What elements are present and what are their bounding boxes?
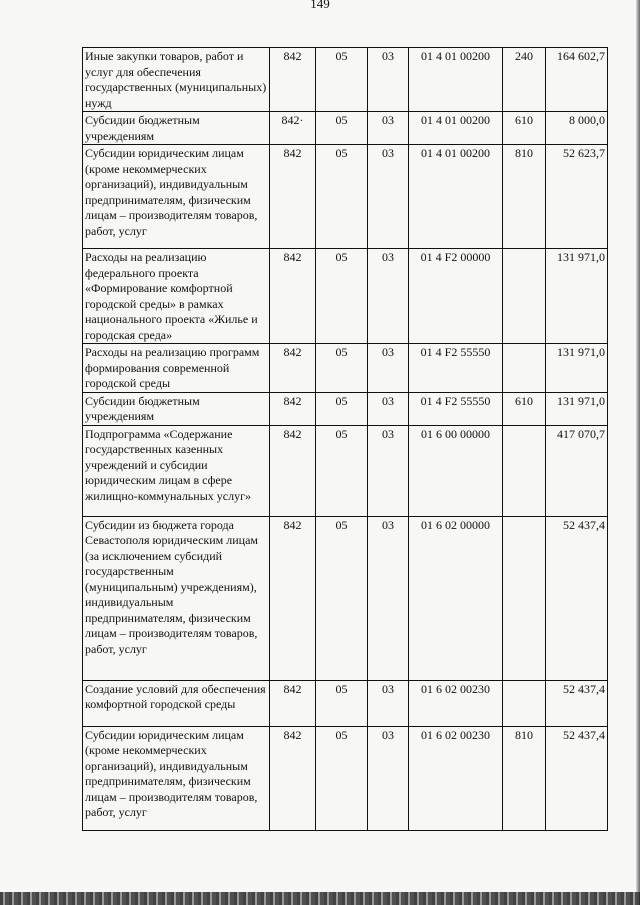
- expense-name: Субсидии юридическим лицам (кроме некоммерческих организаций), индивидуальным предпринимателям, физическим лицам – производителям товаров, работ, услуг: [83, 145, 270, 249]
- target-article-code: 01 4 01 00200: [409, 145, 503, 249]
- ministry-code: 842: [270, 516, 316, 680]
- expense-type-code: 610: [503, 112, 546, 145]
- amount: 164 602,7: [546, 48, 608, 112]
- expense-name: Иные закупки товаров, работ и услуг для обеспечения государственных (муниципальных) нужд: [83, 48, 270, 112]
- expense-type-code: [503, 680, 546, 726]
- target-article-code: 01 4 F2 55550: [409, 392, 503, 425]
- expense-type-code: [503, 249, 546, 344]
- target-article-code: 01 6 02 00000: [409, 516, 503, 680]
- section-code: 05: [316, 516, 368, 680]
- section-code: 05: [316, 344, 368, 393]
- ministry-code: 842: [270, 680, 316, 726]
- budget-table: [82, 47, 608, 831]
- subsection-code: 03: [368, 249, 409, 344]
- ministry-code: 842: [270, 344, 316, 393]
- ministry-code: 842·: [270, 112, 316, 145]
- ministry-code: 842: [270, 726, 316, 830]
- expense-name: Подпрограмма «Содержание государственных казенных учреждений и субсидии юридическим лицам в сфере жилищно-коммунальных услуг»: [83, 425, 270, 516]
- table-row: [83, 425, 608, 516]
- expense-name: Субсидии из бюджета города Севастополя юридическим лицам (за исключением субсидий государственным (муниципальным) учреждениям), индивидуальным предпринимателям, физическим лицам – производителям товаров, работ, услуг: [83, 516, 270, 680]
- expense-type-code: 810: [503, 145, 546, 249]
- target-article-code: 01 6 02 00230: [409, 726, 503, 830]
- subsection-code: 03: [368, 680, 409, 726]
- expense-type-code: 610: [503, 392, 546, 425]
- table-row: [83, 680, 608, 726]
- table-row: [83, 344, 608, 393]
- section-code: 05: [316, 680, 368, 726]
- expense-name: Создание условий для обеспечения комфортной городской среды: [83, 680, 270, 726]
- expense-name: Расходы на реализацию федерального проекта «Формирование комфортной городской среды» в рамках национального проекта «Жилье и городская среда»: [83, 249, 270, 344]
- page-number: 149: [310, 0, 330, 11]
- section-code: 05: [316, 726, 368, 830]
- target-article-code: 01 4 01 00200: [409, 112, 503, 145]
- expense-name: Субсидии бюджетным учреждениям: [83, 112, 270, 145]
- target-article-code: 01 4 F2 00000: [409, 249, 503, 344]
- table-row: [83, 145, 608, 249]
- section-code: 05: [316, 249, 368, 344]
- table-row: [83, 726, 608, 830]
- section-code: 05: [316, 48, 368, 112]
- section-code: 05: [316, 392, 368, 425]
- subsection-code: 03: [368, 425, 409, 516]
- ministry-code: 842: [270, 145, 316, 249]
- amount: 131 971,0: [546, 392, 608, 425]
- ministry-code: 842: [270, 392, 316, 425]
- section-code: 05: [316, 425, 368, 516]
- expense-type-code: [503, 425, 546, 516]
- section-code: 05: [316, 145, 368, 249]
- section-code: 05: [316, 112, 368, 145]
- amount: 131 971,0: [546, 249, 608, 344]
- expense-name: Субсидии юридическим лицам (кроме некоммерческих организаций), индивидуальным предпринимателям, физическим лицам – производителям товаров, работ, услуг: [83, 726, 270, 830]
- amount: 8 000,0: [546, 112, 608, 145]
- scan-edge-shadow: [636, 0, 640, 905]
- expense-type-code: [503, 516, 546, 680]
- ministry-code: 842: [270, 48, 316, 112]
- subsection-code: 03: [368, 145, 409, 249]
- amount: 417 070,7: [546, 425, 608, 516]
- expense-type-code: [503, 344, 546, 393]
- target-article-code: 01 6 02 00230: [409, 680, 503, 726]
- table-row: [83, 516, 608, 680]
- target-article-code: 01 6 00 00000: [409, 425, 503, 516]
- scan-bottom-strip: [0, 892, 640, 905]
- subsection-code: 03: [368, 516, 409, 680]
- subsection-code: 03: [368, 48, 409, 112]
- target-article-code: 01 4 01 00200: [409, 48, 503, 112]
- table-row: [83, 112, 608, 145]
- subsection-code: 03: [368, 344, 409, 393]
- amount: 52 623,7: [546, 145, 608, 249]
- amount: 131 971,0: [546, 344, 608, 393]
- subsection-code: 03: [368, 112, 409, 145]
- expense-type-code: 810: [503, 726, 546, 830]
- table-row: [83, 392, 608, 425]
- subsection-code: 03: [368, 726, 409, 830]
- subsection-code: 03: [368, 392, 409, 425]
- table-row: [83, 48, 608, 112]
- expense-type-code: 240: [503, 48, 546, 112]
- expense-name: Расходы на реализацию программ формирования современной городской среды: [83, 344, 270, 393]
- ministry-code: 842: [270, 425, 316, 516]
- target-article-code: 01 4 F2 55550: [409, 344, 503, 393]
- table-row: [83, 249, 608, 344]
- ministry-code: 842: [270, 249, 316, 344]
- amount: 52 437,4: [546, 516, 608, 680]
- amount: 52 437,4: [546, 726, 608, 830]
- expense-name: Субсидии бюджетным учреждениям: [83, 392, 270, 425]
- amount: 52 437,4: [546, 680, 608, 726]
